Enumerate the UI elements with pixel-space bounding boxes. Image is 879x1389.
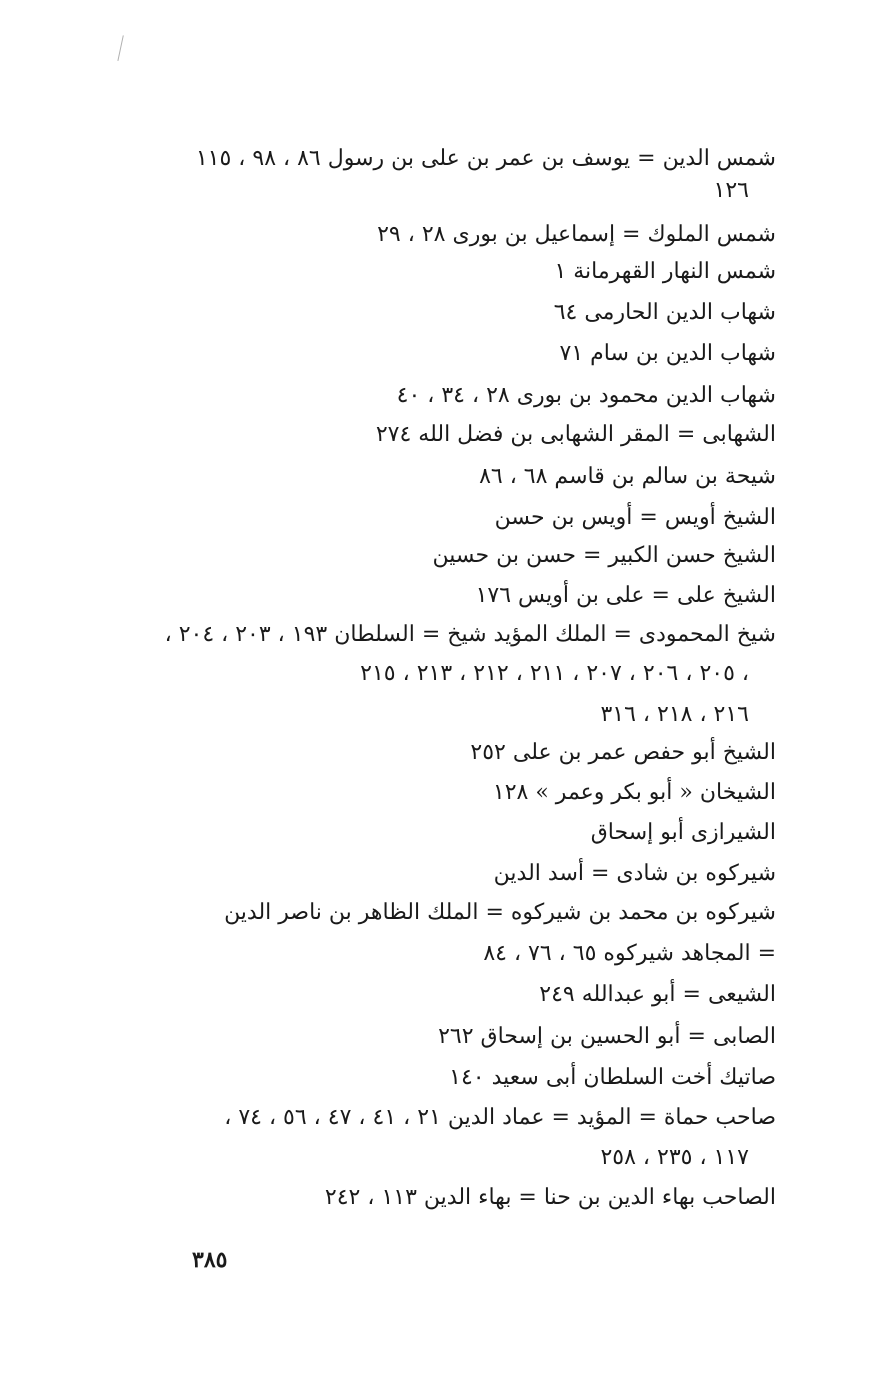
index-entry: الصاحب بهاء الدين بن حنا = بهاء الدين ١١٣ ، ٢٤٢ <box>324 1185 776 1210</box>
index-entry: صاحب حماة = المؤيد = عماد الدين ٢١ ، ٤١ ، ٤٧ ، ٥٦ ، ٧٤ ، <box>224 1105 776 1130</box>
index-entry-continuation: ١٢٦ <box>713 178 749 203</box>
index-entry: شيركوه بن محمد بن شيركوه = الملك الظاهر بن ناصر الدين <box>224 900 776 925</box>
index-entry: الصابى = أبو الحسين بن إسحاق ٢٦٢ <box>438 1024 776 1049</box>
index-entry: شهاب الدين الحارمى ٦٤ <box>553 300 776 325</box>
index-entry: الشيخ أبو حفص عمر بن على ٢٥٢ <box>470 740 776 765</box>
index-entry: الشيخ حسن الكبير = حسن بن حسين <box>432 543 776 568</box>
index-entry: شمس النهار القهرمانة ١ <box>554 259 776 284</box>
pencil-mark <box>117 35 131 62</box>
index-entry: الشهابى = المقر الشهابى بن فضل الله ٢٧٤ <box>375 422 776 447</box>
index-entry-continuation: ١١٧ ، ٢٣٥ ، ٢٥٨ <box>600 1145 749 1170</box>
index-entry: شمس الملوك = إسماعيل بن بورى ٢٨ ، ٢٩ <box>377 222 776 247</box>
index-entry: شهاب الدين محمود بن بورى ٢٨ ، ٣٤ ، ٤٠ <box>396 383 776 408</box>
index-entry: شيخ المحمودى = الملك المؤيد شيخ = السلطان ١٩٣ ، ٢٠٣ ، ٢٠٤ ، <box>164 622 776 647</box>
index-entry-continuation: ٢٠٥ ، ٢٠٦ ، ٢٠٧ ، ٢١١ ، ٢١٢ ، ٢١٣ ، ٢١٥ ، <box>360 661 749 686</box>
index-entry: شهاب الدين بن سام ٧١ <box>559 341 776 366</box>
index-entry: صاتيك أخت السلطان أبى سعيد ١٤٠ <box>449 1065 776 1090</box>
index-entry: شمس الدين = يوسف بن عمر بن على بن رسول ٨٦ ، ٩٨ ، ١١٥ <box>195 146 776 171</box>
index-entry: الشيعى = أبو عبدالله ٢٤٩ <box>539 982 776 1007</box>
index-entry: الشيخ على = على بن أويس ١٧٦ <box>475 583 776 608</box>
index-entry: الشيخان « أبو بكر وعمر » ١٢٨ <box>492 780 776 805</box>
index-entry: الشيرازى أبو إسحاق <box>590 820 776 845</box>
index-entry-continuation: = المجاهد شيركوه ٦٥ ، ٧٦ ، ٨٤ <box>483 941 776 966</box>
page-number: ٣٨٥ <box>192 1247 228 1273</box>
index-entry: شيركوه بن شادى = أسد الدين <box>493 861 776 886</box>
index-entry: شيحة بن سالم بن قاسم ٦٨ ، ٨٦ <box>479 464 776 489</box>
index-entry-continuation: ٢١٦ ، ٢١٨ ، ٣١٦ <box>600 702 749 727</box>
index-entry: الشيخ أويس = أويس بن حسن <box>494 505 776 530</box>
